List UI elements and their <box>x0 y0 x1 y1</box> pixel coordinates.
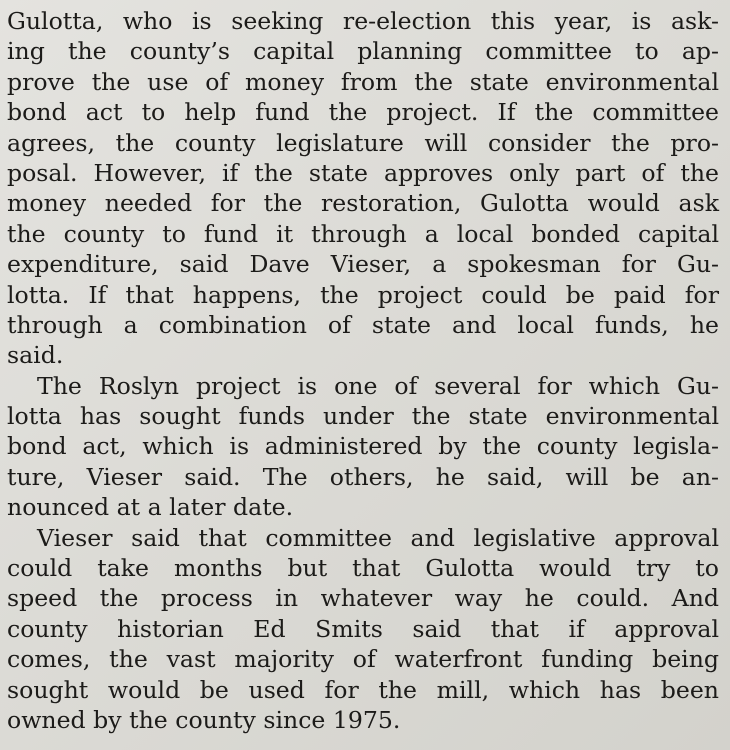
text-line: ture, Vieser said. The others, he said, will be an- <box>7 462 719 491</box>
text-line: said. <box>7 341 64 370</box>
text-line: comes, the vast majority of waterfront funding being <box>7 645 719 674</box>
text-line: could take months but that Gulotta would try to <box>7 554 719 583</box>
article-column <box>7 6 719 735</box>
text-line: expenditure, said Dave Vieser, a spokesman for Gu- <box>7 250 719 279</box>
text-line: The Roslyn project is one of several for which Gu- <box>37 371 719 400</box>
text-line: owned by the county since 1975. <box>7 705 401 734</box>
text-line: lotta has sought funds under the state environmental <box>7 402 719 431</box>
text-line: ing the county’s capital planning committee to ap- <box>7 37 719 66</box>
text-line: nounced at a later date. <box>7 493 294 522</box>
text-line: agrees, the county legislature will consider the pro- <box>7 128 719 157</box>
text-line: the county to fund it through a local bonded capital <box>7 219 719 248</box>
article-paragraph <box>7 371 719 523</box>
text-line: money needed for the restoration, Gulotta would ask <box>7 189 719 218</box>
text-line: bond act, which is administered by the county legisla- <box>7 432 719 461</box>
text-line: sought would be used for the mill, which has been <box>7 675 719 704</box>
text-line: bond act to help fund the project. If the committee <box>7 98 719 127</box>
text-line: prove the use of money from the state environmental <box>7 67 719 96</box>
article-paragraph <box>7 523 719 736</box>
text-line: Vieser said that committee and legislative approval <box>37 523 719 552</box>
text-line: Gulotta, who is seeking re-election this year, is ask- <box>7 7 719 35</box>
text-line: through a combination of state and local funds, he <box>7 310 719 339</box>
text-line: county historian Ed Smits said that if approval <box>7 614 719 643</box>
article-paragraph <box>7 6 719 371</box>
text-line: posal. However, if the state approves only part of the <box>7 158 719 187</box>
text-line: speed the process in whatever way he could. And <box>7 584 719 613</box>
text-line: lotta. If that happens, the project could be paid for <box>7 280 719 309</box>
